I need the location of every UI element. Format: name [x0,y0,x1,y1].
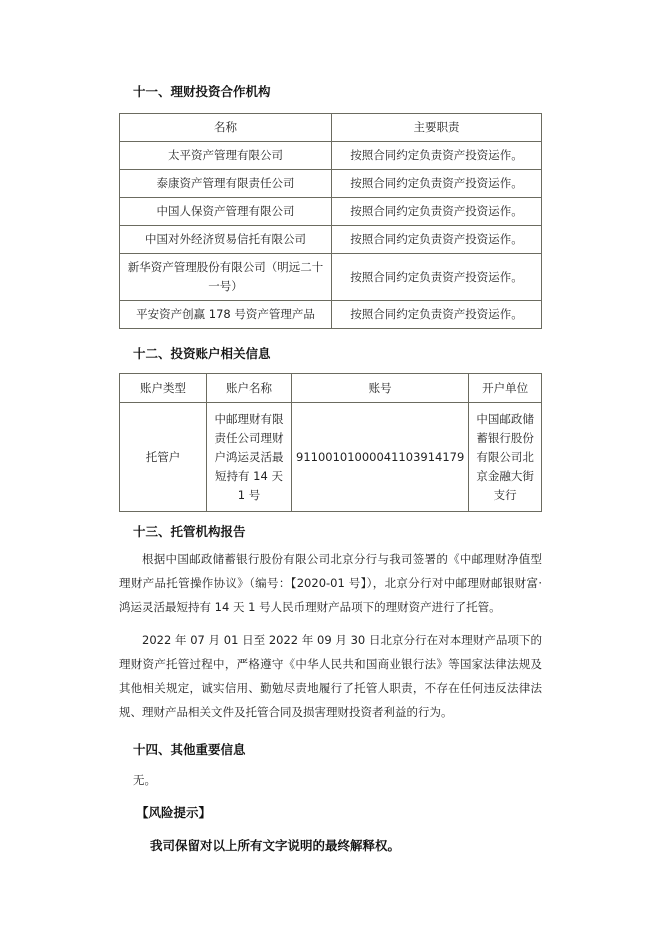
partner-duty: 按照合同约定负责资产投资运作。 [332,226,542,254]
custodian-report-paragraph: 2022 年 07 月 01 日至 2022 年 09 月 30 日北京分行在对本理财产品项下的理财资产托管过程中，严格遵守《中华人民共和国商业银行法》等国家法律法规及其他相关规定，诚实信用、勤勉尽责地履行了托管人职责，不存在任何违反法律法规、理财产品相关文件及托管合同及损害理财投资者利益的行为。 [119,633,542,719]
partner-name: 新华资产管理股份有限公司（明远二十一号） [120,254,332,301]
table-header-row [120,374,542,403]
risk-warning-statement: 我司保留对以上所有文字说明的最终解释权。 [150,838,401,853]
custodian-report-paragraph: 根据中国邮政储蓄银行股份有限公司北京分行与我司签署的《中邮理财净值型理财产品托管操作协议》（编号：【2020-01 号】），北京分行对中邮理财邮银财富·鸿运灵活最短持有 14 天 1 号人民币理财产品项下的理财资产进行了托管。 [119,552,542,614]
partner-duty: 按照合同约定负责资产投资运作。 [332,254,542,301]
other-info-text: 无。 [133,773,156,787]
table-row [120,198,542,226]
section-11-heading: 十一、理财投资合作机构 [133,84,271,99]
partner-name: 太平资产管理有限公司 [120,142,332,170]
table-row [120,142,542,170]
section-12-heading: 十二、投资账户相关信息 [133,346,271,361]
column-header-opening-bank: 开户单位 [469,374,542,403]
column-header-account-number: 账号 [292,374,469,403]
account-name: 中邮理财有限责任公司理财户鸿运灵活最短持有 14 天 1 号 [207,403,292,512]
table-row [120,403,542,512]
column-header-name: 名称 [120,114,332,142]
partner-name: 中国人保资产管理有限公司 [120,198,332,226]
partner-duty: 按照合同约定负责资产投资运作。 [332,170,542,198]
table-row [120,170,542,198]
account-type: 托管户 [120,403,207,512]
section-13-heading: 十三、托管机构报告 [133,524,246,539]
section-14-heading: 十四、其他重要信息 [133,742,246,757]
account-number: 91100101000041103914179 [292,403,469,512]
table-row [120,226,542,254]
partner-name: 中国对外经济贸易信托有限公司 [120,226,332,254]
risk-warning-heading: 【风险提示】 [136,805,212,820]
table-row [120,254,542,301]
partner-name: 平安资产创赢 178 号资产管理产品 [120,301,332,329]
table-row [120,301,542,329]
column-header-account-type: 账户类型 [120,374,207,403]
partner-name: 泰康资产管理有限责任公司 [120,170,332,198]
investment-partners-table [119,113,542,329]
partner-duty: 按照合同约定负责资产投资运作。 [332,301,542,329]
investment-account-table [119,373,542,512]
table-header-row [120,114,542,142]
opening-bank: 中国邮政储蓄银行股份有限公司北京金融大街支行 [469,403,542,512]
partner-duty: 按照合同约定负责资产投资运作。 [332,198,542,226]
partner-duty: 按照合同约定负责资产投资运作。 [332,142,542,170]
column-header-duty: 主要职责 [332,114,542,142]
column-header-account-name: 账户名称 [207,374,292,403]
